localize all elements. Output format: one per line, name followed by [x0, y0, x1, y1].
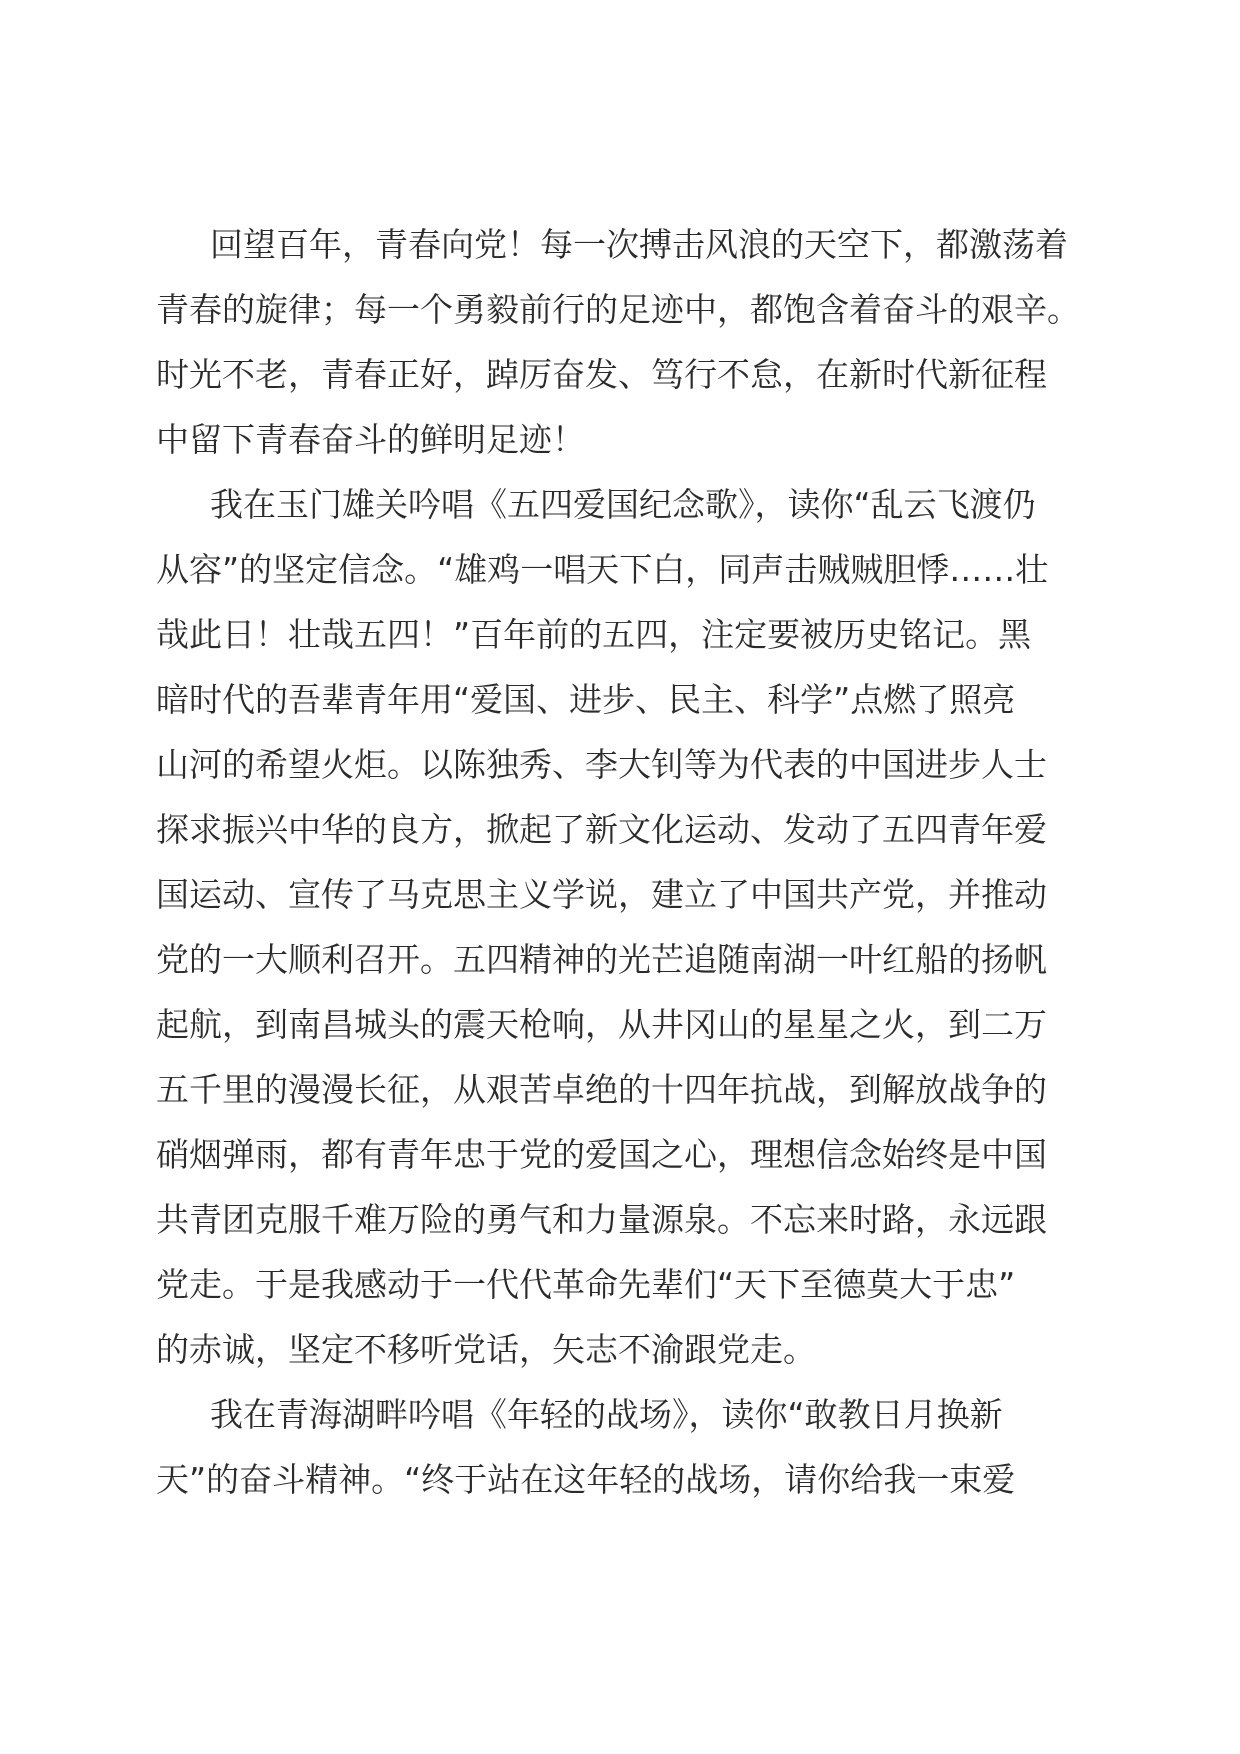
- paragraph-1-line-3: 时光不老，青春正好，踔厉奋发、笃行不怠，在新时代新征程: [156, 355, 1047, 394]
- paragraph-3-line-2: 天”的奋斗精神。“终于站在这年轻的战场，请你给我一束爱: [156, 1460, 1016, 1499]
- paragraph-2-line-1: 我在玉门雄关吟唱《五四爱国纪念歌》，读你“乱云飞渡仍: [210, 485, 1036, 524]
- paragraph-1-line-2: 青春的旋律；每一个勇毅前行的足迹中，都饱含着奋斗的艰辛。: [156, 290, 1080, 329]
- paragraph-2-line-11: 硝烟弹雨，都有青年忠于党的爱国之心，理想信念始终是中国: [156, 1135, 1047, 1174]
- paragraph-2-line-2: 从容”的坚定信念。“雄鸡一唱天下白，同声击贼贼胆悸……壮: [156, 550, 1049, 589]
- paragraph-2-line-3: 哉此日！壮哉五四！”百年前的五四，注定要被历史铭记。黑: [156, 615, 1032, 654]
- document-body: [156, 212, 1096, 1512]
- paragraph-2-line-6: 探求振兴中华的良方，掀起了新文化运动、发动了五四青年爱: [156, 810, 1047, 849]
- paragraph-2-line-12: 共青团克服千难万险的勇气和力量源泉。不忘来时路，永远跟: [156, 1200, 1047, 1239]
- paragraph-2-line-5: 山河的希望火炬。以陈独秀、李大钊等为代表的中国进步人士: [156, 745, 1047, 784]
- paragraph-2-line-8: 党的一大顺利召开。五四精神的光芒追随南湖一叶红船的扬帆: [156, 940, 1047, 979]
- paragraph-3-line-1: 我在青海湖畔吟唱《年轻的战场》，读你“敢教日月换新: [210, 1395, 1003, 1434]
- paragraph-2-line-13: 党走。于是我感动于一代代革命先辈们“天下至德莫大于忠”: [156, 1265, 1016, 1304]
- paragraph-1-line-4: 中留下青春奋斗的鲜明足迹！: [156, 420, 585, 459]
- paragraph-1-line-1: 回望百年，青春向党！每一次搏击风浪的天空下，都激荡着: [210, 225, 1068, 264]
- paragraph-2-line-4: 暗时代的吾辈青年用“爱国、进步、民主、科学”点燃了照亮: [156, 680, 1016, 719]
- paragraph-2-line-14: 的赤诚，坚定不移听党话，矢志不渝跟党走。: [156, 1330, 816, 1369]
- paragraph-2-line-7: 国运动、宣传了马克思主义学说，建立了中国共产党，并推动: [156, 875, 1047, 914]
- paragraph-2-line-10: 五千里的漫漫长征，从艰苦卓绝的十四年抗战，到解放战争的: [156, 1070, 1047, 1109]
- paragraph-2-line-9: 起航，到南昌城头的震天枪响，从井冈山的星星之火，到二万: [156, 1005, 1047, 1044]
